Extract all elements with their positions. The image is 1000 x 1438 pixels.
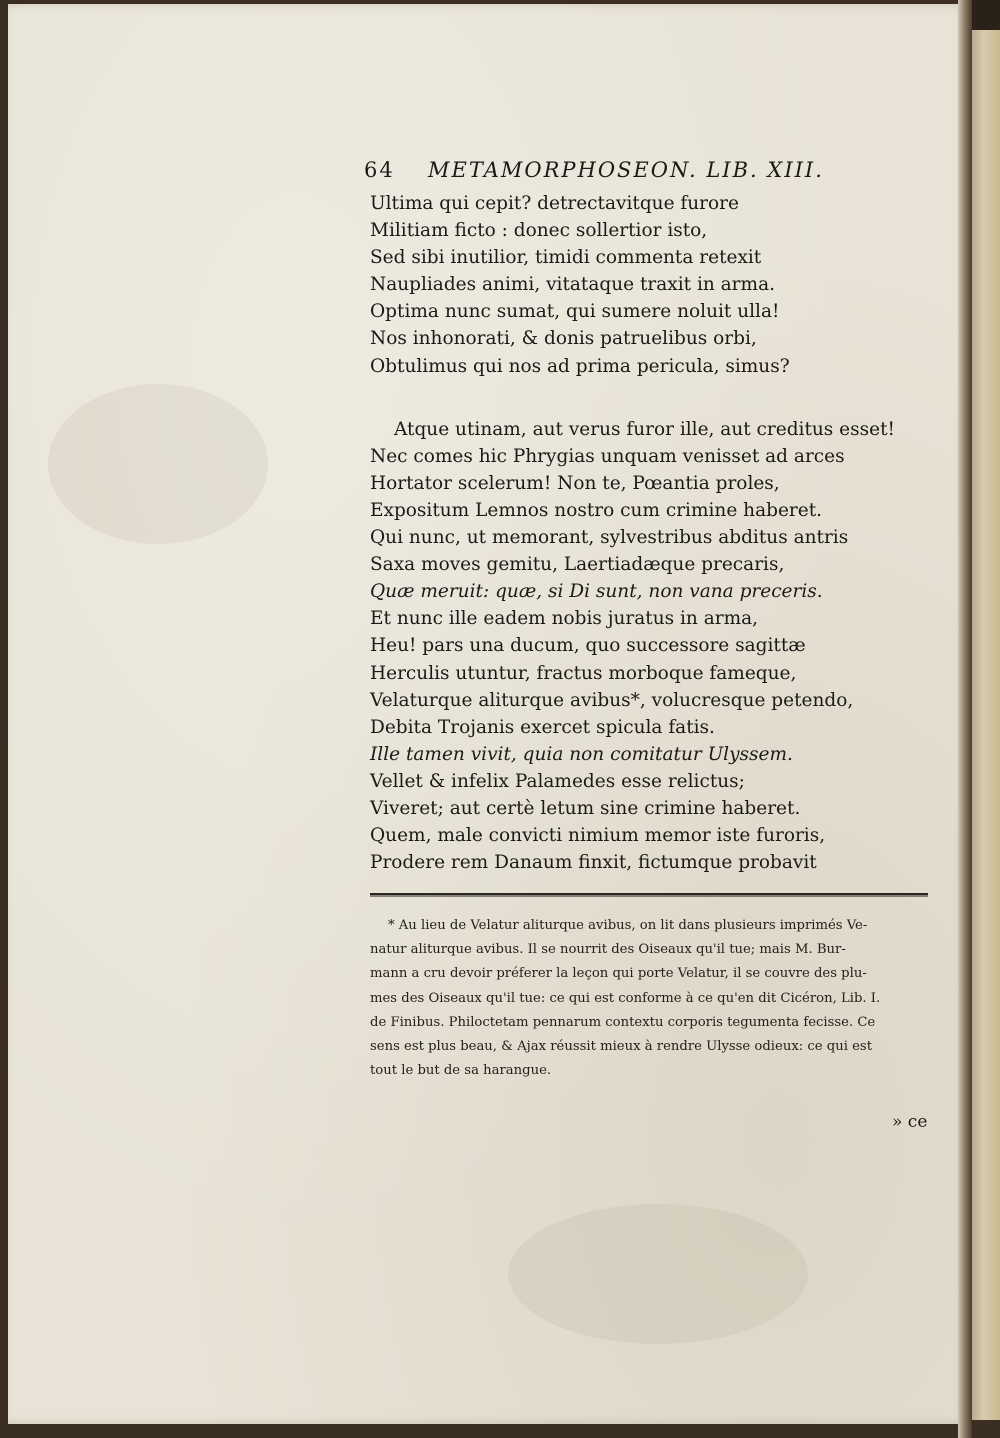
verse-line: Naupliades animi, vitataque traxit in arma. (370, 274, 775, 296)
verse-line: Et nunc ille eadem nobis juratus in arma, (370, 608, 759, 630)
verse-line: Hortator scelerum! Non te, Pœantia proles, (370, 472, 780, 494)
footnote-line: de Finibus. Philoctetam pennarum contextu corporis tegumenta fecisse. Ce (370, 1014, 876, 1030)
footnote-rule (370, 893, 928, 895)
footnote-line: mes des Oiseaux qu'il tue: ce qui est conforme à ce qu'en dit Cicéron, Lib. I. (370, 990, 881, 1006)
verse-line: Debita Trojanis exercet spicula fatis. (370, 716, 715, 738)
verse-line: Obtulimus qui nos ad prima pericula, simus? (370, 355, 790, 377)
main-text-block (364, 156, 930, 876)
paper-stain (48, 384, 268, 544)
verse-line: Ille tamen vivit, quia non comitatur Ulyssem. (370, 743, 793, 765)
running-head-title: METAMORPHOSEON. LIB. XIII. (428, 158, 824, 182)
verse-line: Saxa moves gemitu, Laertiadæque precaris, (370, 554, 785, 576)
running-head (364, 156, 930, 190)
verse-group-2 (370, 416, 930, 877)
verse-line: Velaturque aliturque avibus*, volucresque petendo, (370, 689, 854, 711)
verse-line: Ultima qui cepit? detrectavitque furore (370, 193, 739, 214)
verse-line: Herculis utuntur, fractus morboque fameque, (370, 662, 797, 684)
page-gutter-shadow (958, 0, 972, 1438)
catchword: » ce (892, 1112, 928, 1132)
binding-corner (972, 0, 1000, 30)
facing-page-edge (972, 20, 1000, 1420)
verse-line: Atque utinam, aut verus furor ille, aut creditus esset! (394, 418, 895, 440)
verse-line: Expositum Lemnos nostro cum crimine haberet. (370, 499, 823, 521)
verse-line: Nec comes hic Phrygias unquam venisset ad arces (370, 445, 845, 467)
verse-line: Quæ meruit: quæ, si Di sunt, non vana preceris. (370, 581, 823, 603)
footnote-line: * Au lieu de Velatur aliturque avibus, on lit dans plusieurs imprimés Ve- (388, 918, 868, 933)
verse-line: Prodere rem Danaum finxit, fictumque probavit (370, 852, 817, 874)
verse-line: Nos inhonorati, & donis patruelibus orbi, (370, 328, 757, 350)
verse-line: Militiam ficto : donec sollertior isto, (370, 220, 708, 242)
verse-line: Quem, male convicti nimium memor iste furoris, (370, 825, 826, 847)
verse-line: Viveret; aut certè letum sine crimine haberet. (370, 797, 801, 819)
footnote-line: mann a cru devoir préferer la leçon qui porte Velatur, il se couvre des plu- (370, 966, 867, 982)
verse-line: Qui nunc, ut memorant, sylvestribus abditus antris (370, 527, 849, 549)
verse-line: Sed sibi inutilior, timidi commenta retexit (370, 247, 762, 269)
paper-stain (508, 1204, 808, 1344)
verse-line: Heu! pars una ducum, quo successore sagittæ (370, 635, 806, 657)
verse-group-1 (370, 190, 930, 380)
verse-line: Vellet & infelix Palamedes esse relictus; (370, 770, 745, 792)
footnote-line: sens est plus beau, & Ajax réussit mieux à rendre Ulysse odieux: ce qui est (370, 1039, 872, 1055)
footnote-line: natur aliturque avibus. Il se nourrit des Oiseaux qu'il tue; mais M. Bur- (370, 942, 846, 958)
page-number: 64 (364, 158, 395, 182)
footnote (370, 914, 930, 1083)
footnote-line: tout le but de sa harangue. (370, 1063, 552, 1079)
verse-line: Optima nunc sumat, qui sumere noluit ulla! (370, 301, 780, 323)
